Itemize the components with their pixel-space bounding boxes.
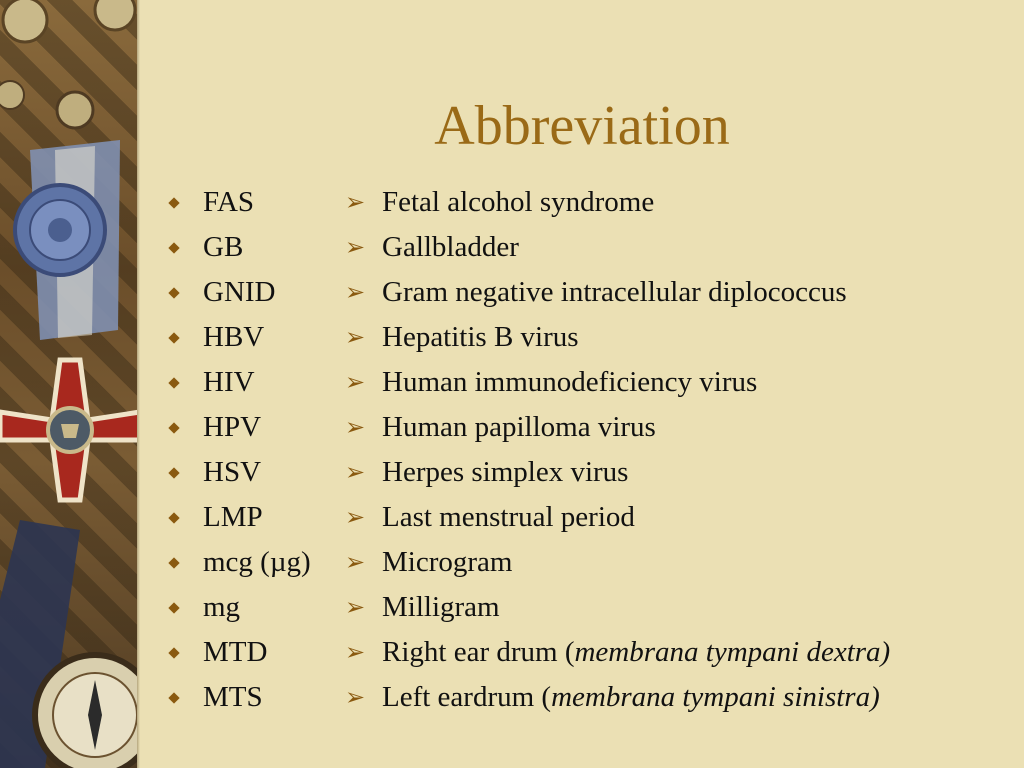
abbreviation-meaning <box>382 225 519 270</box>
meaning-text: Microgram <box>382 546 513 578</box>
abbreviation-row <box>160 630 1010 675</box>
decorative-medal-image <box>0 0 137 768</box>
abbreviation-term: LMP <box>203 501 263 533</box>
abbreviation-term: FAS <box>203 186 255 218</box>
abbreviation-term: MTD <box>203 636 268 668</box>
abbreviation-term: HIV <box>203 366 255 398</box>
meaning-latin-term: membrana tympani sinistra) <box>551 681 880 713</box>
abbreviation-term: MTS <box>203 681 263 713</box>
abbreviation-row <box>160 180 1010 225</box>
abbreviation-row <box>160 675 1010 720</box>
abbreviation-meaning <box>382 540 512 585</box>
diamond-bullet-icon <box>168 512 179 523</box>
abbreviation-row <box>160 315 1010 360</box>
diamond-bullet-icon <box>168 647 179 658</box>
abbreviation-list <box>160 180 1010 720</box>
abbreviation-term: HBV <box>203 321 265 353</box>
abbreviation-meaning <box>382 315 579 360</box>
meaning-text: Left eardrum ( <box>382 681 552 713</box>
meaning-text: Right ear drum ( <box>382 636 575 668</box>
abbreviation-meaning <box>382 180 654 225</box>
meaning-text: Fetal alcohol syndrome <box>382 186 655 218</box>
slide-title: Abbreviation <box>434 95 730 157</box>
abbreviation-meaning <box>382 675 880 720</box>
meaning-text: Milligram <box>382 591 500 623</box>
meaning-latin-term: membrana tympani dextra) <box>574 636 891 668</box>
abbreviation-meaning <box>382 495 635 540</box>
diamond-bullet-icon <box>168 422 179 433</box>
diamond-bullet-icon <box>168 287 179 298</box>
abbreviation-meaning <box>382 270 847 315</box>
arrow-bullet-icon: ➢ <box>345 233 366 261</box>
abbreviation-term: mcg (µg) <box>203 546 311 578</box>
diamond-bullet-icon <box>168 557 179 568</box>
meaning-text: Gram negative intracellular diplococcus <box>382 276 847 308</box>
abbreviation-term: HPV <box>203 411 262 443</box>
meaning-text: Last menstrual period <box>382 501 635 533</box>
abbreviation-row <box>160 540 1010 585</box>
medal-illustration <box>0 0 137 768</box>
abbreviation-meaning <box>382 360 757 405</box>
abbreviation-row <box>160 450 1010 495</box>
abbreviation-meaning <box>382 405 656 450</box>
arrow-bullet-icon: ➢ <box>345 638 366 666</box>
abbreviation-term: GNID <box>203 276 276 308</box>
diamond-bullet-icon <box>168 467 179 478</box>
abbreviation-row <box>160 405 1010 450</box>
abbreviation-row <box>160 360 1010 405</box>
abbreviation-row <box>160 585 1010 630</box>
abbreviation-row <box>160 270 1010 315</box>
arrow-bullet-icon: ➢ <box>345 278 366 306</box>
abbreviation-term: GB <box>203 231 244 263</box>
diamond-bullet-icon <box>168 242 179 253</box>
abbreviation-row <box>160 495 1010 540</box>
meaning-text: Herpes simplex virus <box>382 456 629 488</box>
diamond-bullet-icon <box>168 377 179 388</box>
diamond-bullet-icon <box>168 602 179 613</box>
arrow-bullet-icon: ➢ <box>345 548 366 576</box>
diamond-bullet-icon <box>168 197 179 208</box>
abbreviation-row <box>160 225 1010 270</box>
diamond-bullet-icon <box>168 332 179 343</box>
abbreviation-term: mg <box>203 591 241 623</box>
arrow-bullet-icon: ➢ <box>345 458 366 486</box>
meaning-text: Hepatitis B virus <box>382 321 579 353</box>
arrow-bullet-icon: ➢ <box>345 368 366 396</box>
meaning-text: Gallbladder <box>382 231 519 263</box>
arrow-bullet-icon: ➢ <box>345 413 366 441</box>
meaning-text: Human papilloma virus <box>382 411 656 443</box>
arrow-bullet-icon: ➢ <box>345 683 366 711</box>
diamond-bullet-icon <box>168 692 179 703</box>
abbreviation-term: HSV <box>203 456 262 488</box>
arrow-bullet-icon: ➢ <box>345 593 366 621</box>
abbreviation-meaning <box>382 630 890 675</box>
arrow-bullet-icon: ➢ <box>345 503 366 531</box>
abbreviation-meaning <box>382 585 500 630</box>
arrow-bullet-icon: ➢ <box>345 188 366 216</box>
meaning-text: Human immunodeficiency virus <box>382 366 758 398</box>
abbreviation-meaning <box>382 450 628 495</box>
arrow-bullet-icon: ➢ <box>345 323 366 351</box>
